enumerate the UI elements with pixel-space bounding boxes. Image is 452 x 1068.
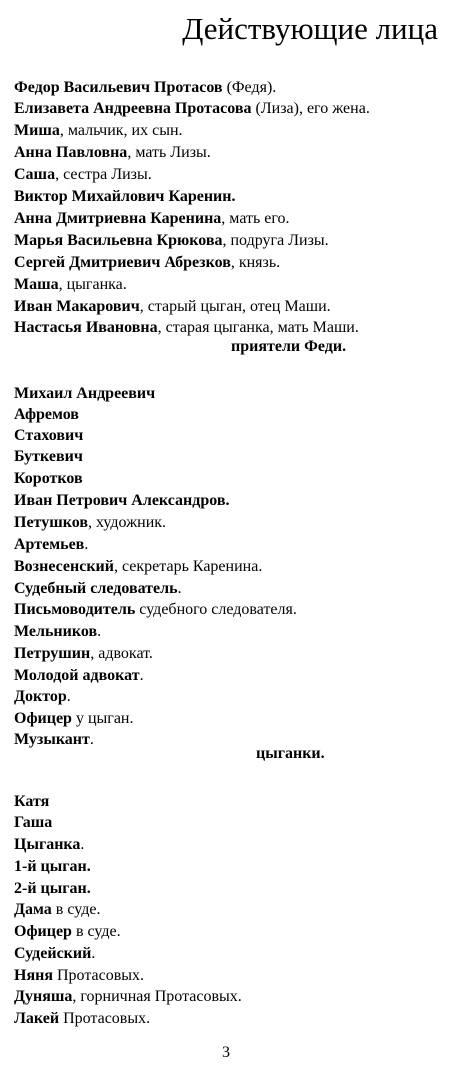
character-name: Артемьев: [14, 536, 85, 553]
cast-entry: [14, 900, 100, 920]
cast-entry: [14, 622, 101, 642]
character-name: Коротков: [14, 470, 83, 487]
character-name: Елизавета Андреевна Протасова: [14, 100, 252, 117]
cast-entry: [14, 666, 144, 686]
character-name: Настасья Ивановна: [14, 319, 158, 336]
character-name: Письмоводитель: [14, 601, 136, 618]
cast-entry: [14, 297, 331, 317]
character-description: .: [177, 580, 182, 597]
character-name: Молодой адвокат: [14, 667, 140, 684]
character-description: (Лиза), его жена.: [251, 100, 370, 117]
character-name: Марья Васильевна Крюкова: [14, 232, 223, 249]
character-name: Буткевич: [14, 448, 83, 465]
cast-entry: [14, 78, 276, 98]
group-label-gypsies: цыганки.: [256, 745, 325, 762]
character-name: Вознесенский: [14, 558, 114, 575]
cast-entry: [14, 535, 88, 555]
character-description: .: [84, 536, 89, 553]
character-description: , старая цыганка, мать Маши.: [157, 319, 359, 336]
cast-entry: [14, 792, 49, 812]
cast-entry: [14, 231, 329, 251]
cast-entry: [14, 922, 121, 942]
group-label-friends: приятели Феди.: [231, 338, 347, 355]
character-name: Петушков: [14, 514, 88, 531]
cast-entry: [14, 275, 127, 295]
cast-entry: [14, 384, 155, 404]
character-description: Протасовых.: [52, 967, 145, 984]
cast-entry: [14, 165, 152, 185]
cast-entry: [14, 469, 83, 489]
character-name: Маша: [14, 276, 59, 293]
character-name: Судебный следователь: [14, 580, 178, 597]
cast-entry: [14, 491, 230, 511]
character-name: Федор Васильевич Протасов: [14, 79, 223, 96]
character-name: Няня: [14, 967, 53, 984]
character-description: , художник.: [87, 514, 167, 531]
cast-entry: [14, 318, 359, 338]
character-name: Саша: [14, 166, 56, 183]
character-name: Петрушин: [14, 645, 91, 662]
character-description: , адвокат.: [90, 645, 153, 662]
character-description: , мать его.: [221, 210, 290, 227]
cast-entry: [14, 143, 211, 163]
character-description: , секретарь Каренина.: [114, 558, 263, 575]
character-name: Анна Дмитриевна Каренина: [14, 210, 222, 227]
cast-entry: [14, 513, 166, 533]
character-name: Доктор: [14, 688, 67, 705]
cast-entry: [14, 1009, 150, 1029]
character-description: .: [97, 623, 102, 640]
cast-entry: [14, 426, 83, 446]
cast-entry: [14, 579, 182, 599]
character-name: Катя: [14, 793, 50, 810]
character-description: , подруга Лизы.: [222, 232, 329, 249]
character-name: Анна Павловна: [14, 144, 128, 161]
character-description: .: [91, 945, 96, 962]
character-name: Миша: [14, 122, 60, 139]
character-description: , сестра Лизы.: [55, 166, 152, 183]
cast-entry: [14, 447, 83, 467]
page-title: Действующие лица: [182, 11, 438, 46]
cast-entry: [14, 987, 242, 1007]
character-description: , цыганка.: [58, 276, 127, 293]
character-name: Михаил Андреевич: [14, 385, 156, 402]
character-name: Гаша: [14, 814, 53, 831]
character-description: Протасовых.: [59, 1010, 151, 1027]
character-name: Мельников: [14, 623, 98, 640]
cast-entry: [14, 253, 280, 273]
character-name: Сергей Дмитриевич Абрезков: [14, 254, 231, 271]
cast-entry: [14, 966, 144, 986]
character-description: в суде.: [71, 923, 121, 940]
character-name: Цыганка: [14, 836, 81, 853]
character-description: .: [66, 688, 71, 705]
character-name: Дуняша: [14, 988, 73, 1005]
cast-entry: [14, 644, 153, 664]
character-description: , старый цыган, отец Маши.: [139, 298, 331, 315]
character-description: .: [139, 667, 144, 684]
cast-entry: [14, 600, 297, 620]
character-description: в суде.: [51, 901, 101, 918]
character-description: судебного следователя.: [135, 601, 297, 618]
character-name: Афремов: [14, 406, 79, 423]
character-name: Офицер: [14, 710, 72, 727]
character-description: , мальчик, их сын.: [59, 122, 183, 139]
cast-entry: [14, 835, 84, 855]
character-name: Виктор Михайлович Каренин.: [14, 188, 236, 205]
character-name: Иван Петрович Александров.: [14, 492, 230, 509]
cast-entry: [14, 405, 79, 425]
character-name: Дама: [14, 901, 52, 918]
character-name: Офицер: [14, 923, 72, 940]
cast-entry: [14, 209, 290, 229]
cast-entry: [14, 687, 71, 707]
character-description: (Федя).: [222, 79, 277, 96]
cast-entry: [14, 557, 262, 577]
character-name: Музыкант: [14, 731, 90, 748]
character-name: 1-й цыган.: [14, 858, 91, 875]
cast-entry: [14, 730, 94, 750]
character-description: , князь.: [230, 254, 281, 271]
character-name: Иван Макарович: [14, 298, 140, 315]
character-description: .: [80, 836, 85, 853]
character-description: , горничная Протасовых.: [72, 988, 242, 1005]
cast-entry: [14, 709, 134, 729]
cast-entry: [14, 121, 183, 141]
character-description: .: [89, 731, 94, 748]
character-name: Судейский: [14, 945, 92, 962]
character-name: Стахович: [14, 427, 84, 444]
cast-entry: [14, 857, 91, 877]
cast-entry: [14, 813, 52, 833]
cast-entry: [14, 879, 91, 899]
page-number: 3: [222, 1044, 230, 1061]
character-description: , мать Лизы.: [127, 144, 211, 161]
character-name: 2-й цыган.: [14, 880, 91, 897]
cast-entry: [14, 187, 236, 207]
cast-entry: [14, 944, 95, 964]
cast-entry: [14, 99, 370, 119]
character-name: Лакей: [14, 1010, 60, 1027]
character-description: у цыган.: [71, 710, 134, 727]
